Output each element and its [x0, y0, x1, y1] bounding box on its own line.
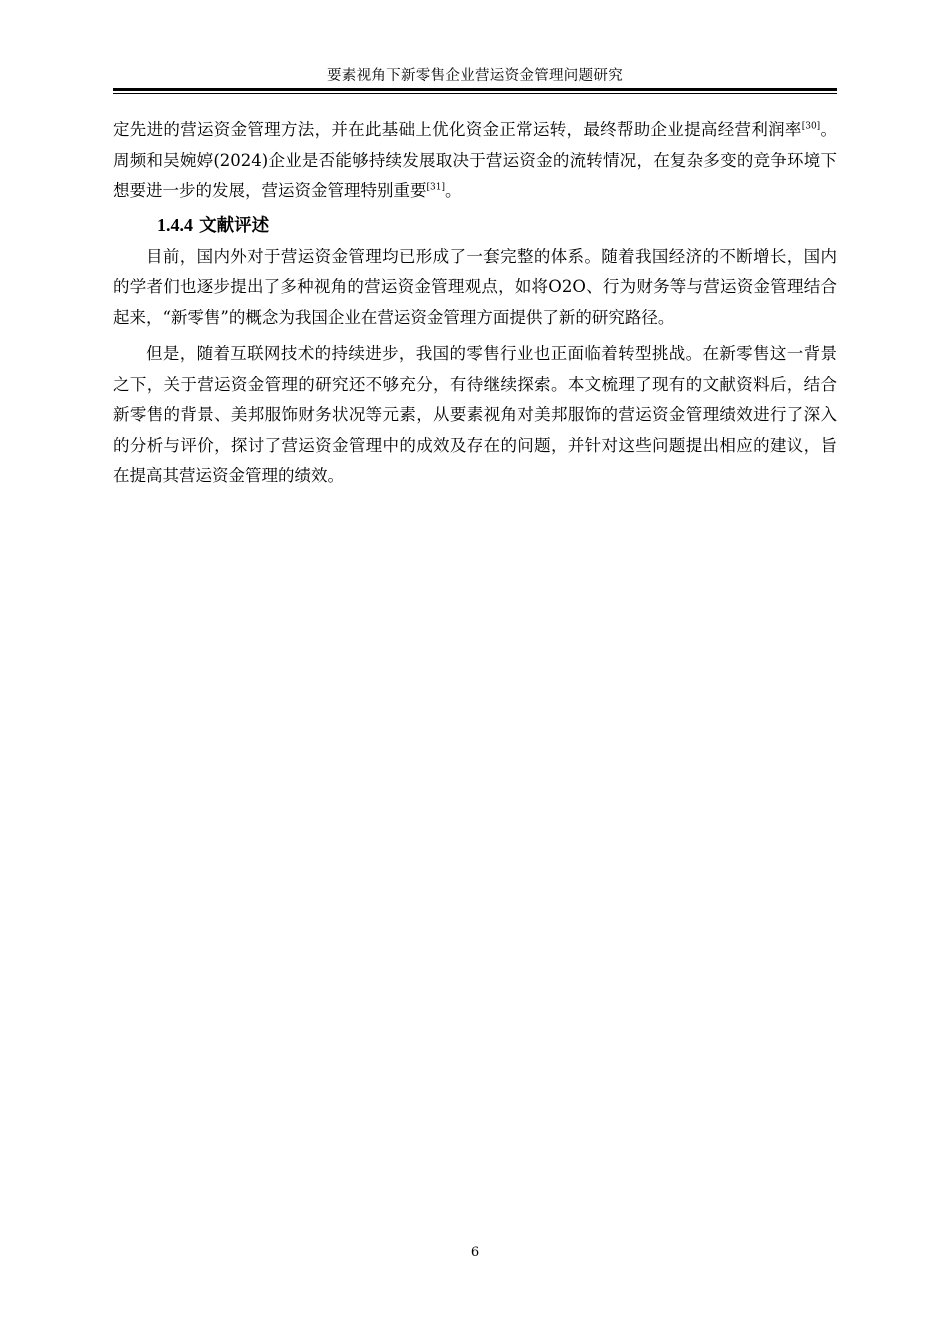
- section-title: 文献评述: [199, 215, 270, 236]
- page-number: 6: [470, 1245, 480, 1260]
- paragraph-text: 。周频和吴婉婷(2024)企业是否能够持续发展取决于营运资金的流转情况，在复杂多变的竞争环境下想要进一步的发展，营运资金管理特别重要: [113, 120, 838, 200]
- header-rule-thick: [113, 88, 837, 91]
- paragraph-text: 定先进的营运资金管理方法，并在此基础上优化资金正常运转，最终帮助企业提高经营利润率: [113, 120, 802, 139]
- paragraph: 目前，国内外对于营运资金管理均已形成了一套完整的体系。随着我国经济的不断增长，国内的学者们也逐步提出了多种视角的营运资金管理观点，如将O2O、行为财务等与营运资金管理结合起来，“新零售”的概念为我国企业在营运资金管理方面提供了新的研究路径。: [113, 246, 837, 327]
- header-rule-thin: [113, 93, 837, 94]
- citation-ref: [30]: [801, 121, 821, 132]
- section-number: 1.4.4: [157, 214, 193, 235]
- citation-ref: [31]: [426, 182, 445, 193]
- paragraph: 但是，随着互联网技术的持续进步，我国的零售行业也正面临着转型挑战。在新零售这一背景之下，关于营运资金管理的研究还不够充分，有待继续探索。本文梳理了现有的文献资料后，结合新零售的背景、美邦服饰财务状况等元素，从要素视角对美邦服饰的营运资金管理绩效进行了深入的分析与评价，探讨了营运资金管理中的成效及存在的问题，并针对这些问题提出相应的建议，旨在提高其营运资金管理的绩效。: [113, 344, 837, 485]
- paragraph-continuation: [113, 115, 837, 207]
- paragraph-text: 。: [444, 181, 462, 200]
- section-heading: [113, 211, 837, 240]
- running-header: 要素视角下新零售企业营运资金管理问题研究: [327, 68, 623, 84]
- body-text: [113, 115, 837, 492]
